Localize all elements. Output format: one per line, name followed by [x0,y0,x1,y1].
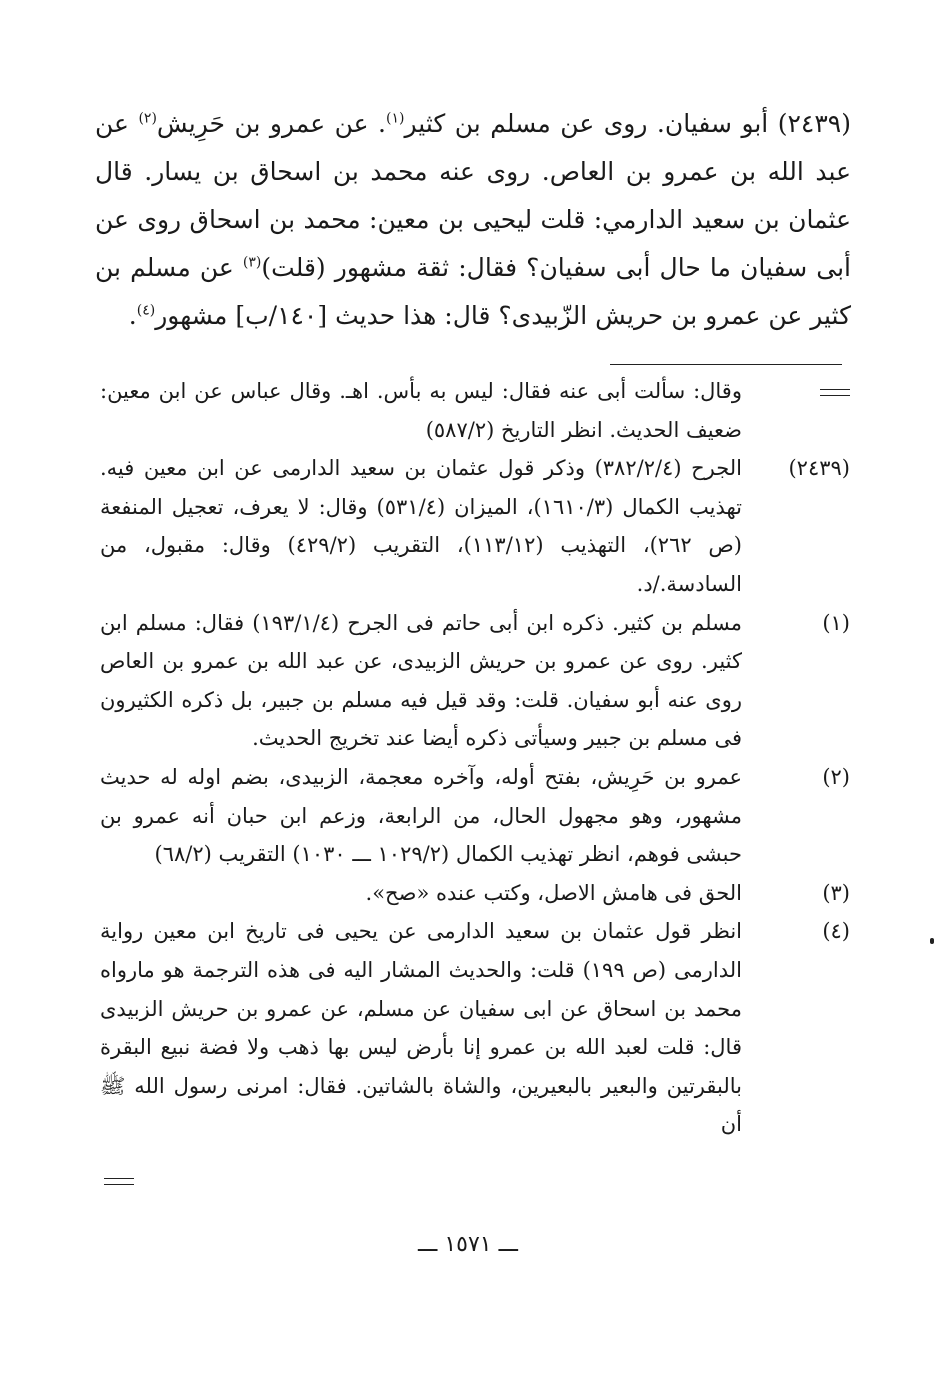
footnote-text: الجرح (٣٨٢/٢/٤) وذكر قول عثمان بن سعيد الدارمى عن ابن معين فيه. تهذيب الكمال (١٦١٠/٣)، الميزان (٥٣١/٤) وقال: لا يعرف، تعجيل المنفعة (ص ٢٦٢)، التهذيب (١١٣/١٢)، التقريب (٤٢٩/٢) وقال: مقبول، من السادسة./د. [100,456,743,596]
main-text [95,100,851,340]
footnote-number: (٢) [822,764,850,789]
footnote-ref[interactable]: (٤) [136,302,156,319]
footnote-number: (٤) [822,919,850,944]
footnote-item [100,604,850,758]
double-line-icon [820,389,850,396]
footnote-text: وقال: سألت أبى عنه فقال: ليس به بأس. اهـ. وقال عباس عن ابن معين: ضعيف الحديث. انظر التاريخ (٥٨٧/٢) [100,379,742,442]
footnote-item [100,449,850,603]
footnote-number: (١) [822,610,850,635]
page-number: ـــ ١٥٧١ ـــ [418,1232,518,1257]
footnote-number: (٢٤٣٩) [788,456,850,481]
main-text-part: عن مسلم بن كثير عن عمرو بن حريش الزّبيدى؟ قال: هذا حديث [١٤٠/ب] مشهور [95,253,851,330]
entry-number: (٢٤٣٩) [777,109,851,138]
footnote-item [100,758,850,874]
footnote-text: انظر قول عثمان بن سعيد الدارمى عن يحيى فى تاريخ ابن معين رواية الدارمى (ص ١٩٩) قلت: والحديث المشار اليه فى هذه الترجمة هو مارواه محمد بن اسحاق عن ابى سفيان عن مسلم، عن عمرو بن حريش الزبيدى قال: قلت لعبد الله بن عمرو إنا بأرض ليس بها ذهب ولا فضة نبيع البقرة بالبقرتين والبعير بالبعيرين، والشاة بالشاتين. فقال: امرنى رسول الله ﷺ أن [100,919,742,1137]
footnote-item [100,874,850,913]
continuation-mark [742,372,850,411]
footnote-ref[interactable]: (٢) [138,110,157,127]
footnote-continuation [100,372,850,449]
footnotes [100,372,850,1144]
footnote-ref[interactable]: (١) [386,110,405,127]
continues-mark-icon [104,1178,134,1185]
footnote-text: الحق فى هامش الاصل، وكتب عنده «صح». [365,880,742,905]
main-text-part: أبو سفيان. روى عن مسلم بن كثير [404,109,778,138]
footnote-separator [610,364,842,365]
margin-dot [930,938,934,944]
main-text-part: عن عبد الله بن عمرو بن العاص. روى عنه محمد بن اسحاق بن يسار. قال عثمان بن سعيد الدارمي: قلت ليحيى بن معين: محمد بن اسحاق روى عن أبى سفيان ما حال أبى سفيان؟ فقال: ثقة مشهور (قلت) [95,109,852,282]
footnote-text: مسلم بن كثير. ذكره ابن أبى حاتم فى الجرح (١٩٣/١/٤) فقال: مسلم ابن كثير. روى عن عمرو بن حريش الزبيدى، عن عبد الله بن عمرو بن العاص روى عنه أبو سفيان. قلت: وقد قيل فيه مسلم بن جبير، بل ذكره الكثيرون فى مسلم بن جبير وسيأتى ذكره أيضا عند تخريج الحديث. [100,610,743,751]
main-text-part: . [128,301,137,330]
footnote-number: (٣) [822,880,850,905]
footnote-item [100,912,850,1144]
footnote-text: عمرو بن حَرِيش، بفتح أوله، وآخره معجمة، الزبيدى، بضم اوله له حديث مشهور، وهو مجهول الحال، من الرابعة، وزعم ابن حبان أنه عمرو بن حبشى فوهم، انظر تهذيب الكمال (١٠٢٩/٢ ـــ ١٠٣٠) التقريب (٦٨/٢) [100,764,742,867]
footnote-ref[interactable]: (٣) [242,254,262,271]
main-text-part: . عن عمرو بن حَرِيش [156,109,387,138]
